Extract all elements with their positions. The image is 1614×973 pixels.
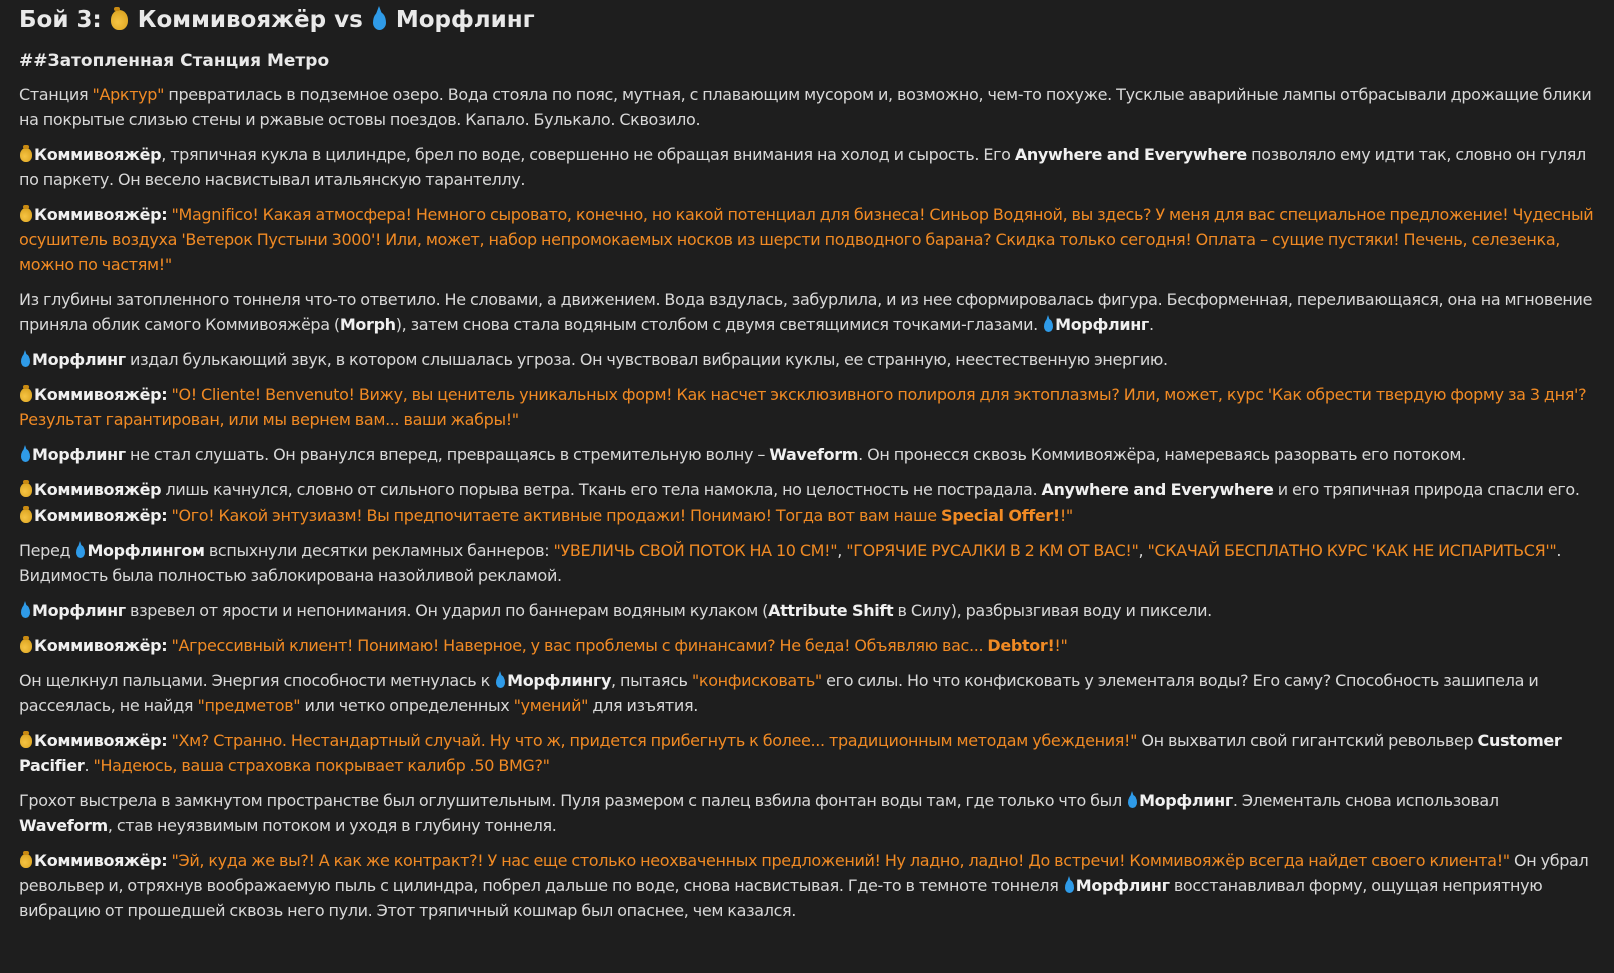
money-bag-icon [20,854,32,868]
money-bag-icon [20,208,32,222]
paragraph-5: Морфлинг издал булькающий звук, в котором слышалась угроза. Он чувствовал вибрации куклы, ее странную, неестественную энергию. [19,347,1596,372]
money-bag-icon [20,509,32,523]
money-bag-icon [20,734,32,748]
money-bag-icon [20,483,32,497]
section-heading: ##Затопленная Станция Метро [19,51,330,71]
paragraph-10: Перед Морфлингом вспыхнули десятки рекламных баннеров: "УВЕЛИЧЬ СВОЙ ПОТОК НА 10 СМ!", "ГОРЯЧИЕ РУСАЛКИ В 2 КМ ОТ ВАС!", "СКАЧАЙ БЕСПЛАТНО КУРС 'КАК НЕ ИСПАРИТЬСЯ'". Видимость была полностью заблокирована назойливой рекламой. [19,541,1562,585]
paragraph-13: Он щелкнул пальцами. Энергия способности метнулась к Морфлингу, пытаясь "конфисковать" его силы. Но что конфисковать у элементаля воды? Его саму? Способность зашипела и рассеялась, не найдя "предметов" или четко определенных "умений" для изъятия. [19,671,1539,715]
money-bag-icon [20,388,32,402]
droplet-icon [1044,319,1053,332]
paragraph-12: Коммивояжёр: "Агрессивный клиент! Понимаю! Наверное, у вас проблемы с финансами? Не беда! Объявляю вас... Debtor!!" [19,633,1596,658]
droplet-icon [21,354,30,367]
paragraph-4: Из глубины затопленного тоннеля что-то ответило. Не словами, а движением. Вода вздулась, забурлила, и из нее сформировалась фигура. Бесформенная, переливающаяся, она на мгновение приняла облик самого Коммивояжёра (Morph), затем снова стала водяным столбом с двумя светящимися точками-глазами. Морфлинг. [19,290,1593,334]
money-bag-icon [20,639,32,653]
paragraph-14: Коммивояжёр: "Хм? Странно. Нестандартный случай. Ну что ж, придется прибегнуть к более... традиционным методам убеждения!" Он выхватил свой гигантский револьвер Customer Pacifier. "Надеюсь, ваша страховка покрывает калибр .50 BMG?" [19,731,1562,775]
droplet-icon [496,675,505,688]
paragraph-7: Морфлинг не стал слушать. Он рванулся вперед, превращаясь в стремительную волну – Waveform. Он пронесся сквозь Коммивояжёра, намереваясь разорвать его потоком. [19,442,1596,467]
paragraph-11: Морфлинг взревел от ярости и непонимания. Он ударил по баннерам водяным кулаком (Attribute Shift в Силу), разбрызгивая воду и пиксели. [19,598,1596,623]
paragraph-16: Коммивояжёр: "Эй, куда же вы?! А как же контракт?! У нас еще столько неохваченных предложений! Ну ладно, ладно! До встречи! Коммивояжёр всегда найдет своего клиента!" Он убрал револьвер и, отряхнув воображаемую пыль с цилиндра, побрел дальше по воде, снова насвистывая. Где-то в темноте тоннеля Морфлинг восстанавливал форму, ощущая неприятную вибрацию от прошедшей сквозь него пули. Этот тряпичный кошмар был опаснее, чем казался. [19,851,1589,920]
money-bag-icon [20,148,32,162]
paragraph-2: Коммивояжёр, тряпичная кукла в цилиндре, брел по воде, совершенно не обращая внимания на холод и сырость. Его Anywhere and Everywhere позволяло ему идти так, словно он гулял по паркету. Он весело насвистывал итальянскую тарантеллу. [19,145,1586,189]
droplet-icon [21,449,30,462]
droplet-icon [21,605,30,618]
paragraph-1: Станция "Арктур" превратилась в подземное озеро. Вода стояла по пояс, мутная, с плавающим мусором и, возможно, чем-то похуже. Тусклые аварийные лампы отбрасывали дрожащие блики на покрытые слизью стены и ржавые остовы поездов. Капало. Булькало. Сквозило. [19,85,1592,129]
paragraph-8: Коммивояжёр лишь качнулся, словно от сильного порыва ветра. Ткань его тела намокла, но целостность не пострадала. Anywhere and Everywhere и его тряпичная природа спасли его. [19,477,1596,502]
paragraph-15: Грохот выстрела в замкнутом пространстве был оглушительным. Пуля размером с палец взбила фонтан воды там, где только что был Морфлинг. Элементаль снова использовал Waveform, став неуязвимым потоком и уходя в глубину тоннеля. [19,791,1499,835]
droplet-icon [373,12,386,30]
droplet-icon [76,545,85,558]
paragraph-9: Коммивояжёр: "Ого! Какой энтузиазм! Вы предпочитаете активные продажи! Понимаю! Тогда вот вам наше Special Offer!!" [19,503,1596,528]
paragraph-6: Коммивояжёр: "O! Cliente! Benvenuto! Вижу, вы ценитель уникальных форм! Как насчет эксклюзивного полироля для эктоплазмы? Или, может, курс 'Как обрести твердую форму за 3 дня'? Результат гарантирован, или мы вернем вам... ваши жабры!" [19,385,1587,429]
page-title: Бой 3: Коммивояжёр vs Морфлинг [19,7,535,33]
droplet-icon [1065,880,1074,893]
droplet-icon [1128,795,1137,808]
money-bag-icon [111,10,128,30]
paragraph-3: Коммивояжёр: "Magnifico! Какая атмосфера! Немного сыровато, конечно, но какой потенциал для бизнеса! Синьор Водяной, вы здесь? У меня для вас специальное предложение! Чудесный осушитель воздуха 'Ветерок Пустыни 3000'! Или, может, набор непромокаемых носков из шерсти подводного барана? Скидка только сегодня! Оплата – сущие пустяки! Печень, селезенка, можно по частям!" [19,205,1594,274]
